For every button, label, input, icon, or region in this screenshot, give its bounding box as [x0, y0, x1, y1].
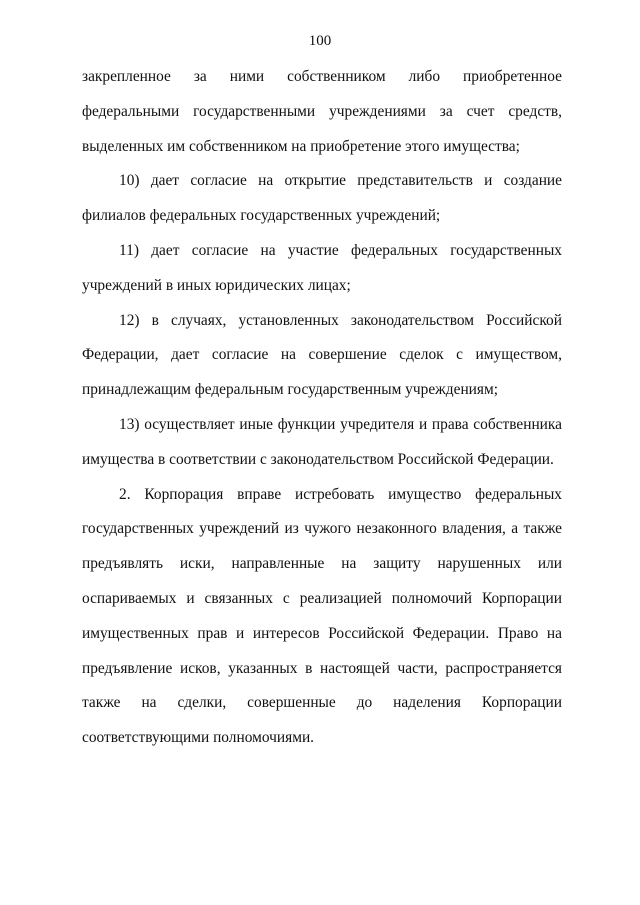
paragraph-part-2: 2. Корпорация вправе истребовать имущество федеральных государственных учреждений из чужого незаконного владения, а также предъявлять иски, направленные на защиту нарушенных или оспариваемых и связанных с реализацией полномочий Корпорации имущественных прав и интересов Российской Федерации. Право на предъявление исков, указанных в настоящей части, распространяется также на сделки, совершенные до наделения Корпорации соответствующими полномочиями.: [82, 485, 562, 747]
document-body: [82, 60, 562, 756]
paragraph-item-12: 12) в случаях, установленных законодательством Российской Федерации, дает согласие на совершение сделок с имуществом, принадлежащим федеральным государственным учреждениям;: [82, 311, 562, 399]
paragraph-item-10: 10) дает согласие на открытие представительств и создание филиалов федеральных государственных учреждений;: [82, 172, 562, 225]
page-number: 100: [308, 33, 332, 49]
paragraph-item-11: 11) дает согласие на участие федеральных государственных учреждений в иных юридических лицах;: [82, 241, 562, 294]
paragraph-item-13: 13) осуществляет иные функции учредителя и права собственника имущества в соответствии с законодательством Российской Федерации.: [82, 415, 562, 468]
paragraph-continuation: закрепленное за ними собственником либо приобретенное федеральными государственными учреждениями за счет средств, выделенных им собственником на приобретение этого имущества;: [82, 68, 562, 155]
